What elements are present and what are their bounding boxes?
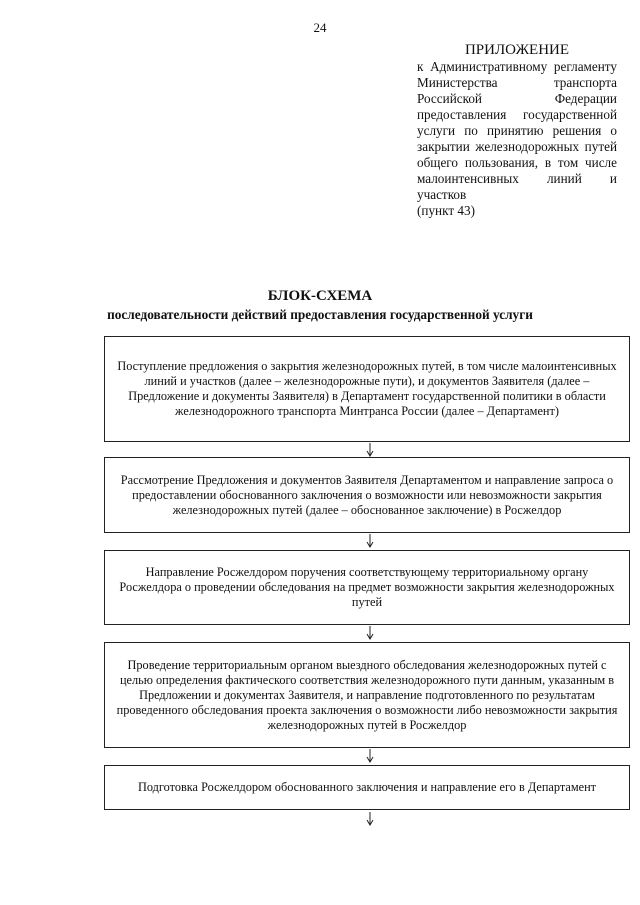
- flow-arrow-3: [365, 626, 375, 640]
- flow-arrow-5: [365, 812, 375, 826]
- appendix-block: [417, 42, 617, 219]
- flow-step-3-text: Направление Росжелдором поручения соответствующему территориальному органу Росжелдора о проведении обследования на предмет возможности закрытия железнодорожных путей: [119, 565, 615, 609]
- flow-arrow-2: [365, 534, 375, 548]
- scheme-subtitle: последовательности действий предоставления государственной услуги: [107, 307, 533, 322]
- page-number: 24: [313, 20, 327, 35]
- flow-step-2: [104, 457, 630, 533]
- flow-step-5-text: Подготовка Росжелдором обоснованного заключения и направление его в Департамент: [137, 780, 597, 794]
- flow-arrow-4: [365, 749, 375, 763]
- appendix-heading: ПРИЛОЖЕНИЕ: [464, 42, 570, 58]
- appendix-point: (пункт 43): [417, 203, 475, 218]
- flow-step-1-text: Поступление предложения о закрытия железнодорожных путей, в том числе малоинтенсивных линий и участков (далее – железнодорожные пути), и документов Заявителя (далее – Предложение и документы Заявителя) в Департамент государственной политики в области железнодорожного транспорта Минтранса России (далее – Департамент): [117, 359, 617, 418]
- flow-step-2-text: Рассмотрение Предложения и документов Заявителя Департаментом и направление запроса о предоставлении обоснованного заключения о возможности или невозможности закрытия железнодорожных путей (далее – обоснованное заключение) в Росжелдор: [120, 472, 614, 517]
- flow-step-3: [104, 550, 630, 625]
- flow-step-4-text: Проведение территориальным органом выездного обследования железнодорожных путей с целью определения фактического соответствия железнодорожного пути данным, указанным в Предложении и документах Заявителя, и направление подготовленного по результатам проведенного обследования проекта заключения о возможности либо невозможности закрытия железнодорожных путей в Росжелдор: [116, 657, 618, 732]
- appendix-text: к Административному регламенту Министерства транспорта Российской Федерации предоставления государственной услуги по принятию решения о закрытии железнодорожных путей общего пользования, в том числе малоинтенсивных линий и участков: [417, 59, 617, 202]
- flow-step-4: [104, 642, 630, 748]
- flow-step-1: [104, 336, 630, 442]
- flow-step-5: [104, 765, 630, 810]
- flow-arrow-1: [365, 443, 375, 457]
- scheme-title: БЛОК-СХЕМА: [267, 288, 373, 304]
